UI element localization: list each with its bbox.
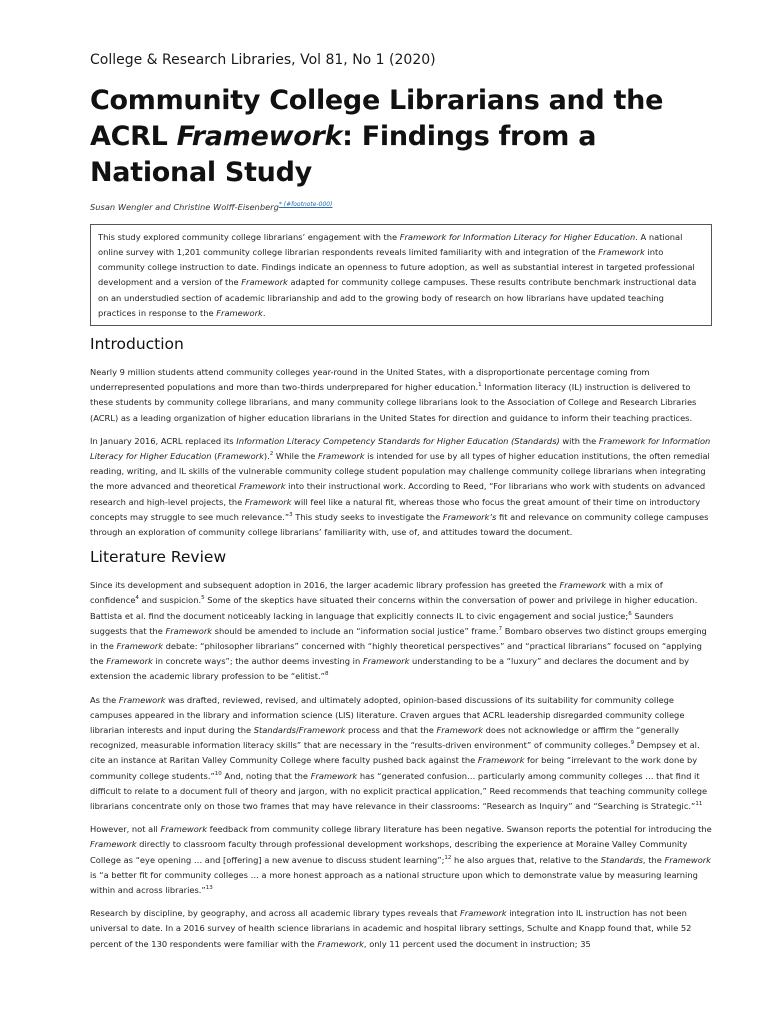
- intro-paragraph-1: Nearly 9 million students attend community colleges year-round in the United States, with a disproportionate percentage coming from underrepresented populations and more than two-thirds underprepared for higher education.$^1$ Information literacy (IL) instruction is delivered to these students by community college librarians, and many community college librarians look to the Association of College and Research Libraries (ACRL) as a leading organization of higher education librarians in the United States for direction and guidance to inform their teaching practices.: [90, 366, 697, 423]
- author-names: Susan Wengler and Christine Wolff-Eisenberg: [90, 201, 279, 212]
- lit-paragraph-3: However, not all Framework feedback from community college library literature has been negative. Swanson reports the potential for introducing the Framework directly to classroom faculty through professional development workshops, describing the experience at Moraine Valley Community College as “eye opening … and [offering] a new avenue to discuss student learning”;$^{12}$ he also argues that, relative to the Standards, the Framework is “a better fit for community colleges … a more honest approach as a national structure upon which to demonstrate value by measuring learning within and across libraries.”$^{13}$: [90, 824, 712, 896]
- footnote-link[interactable]: * (#footnote-000): [278, 201, 333, 208]
- footnote-ref[interactable]: 4: [135, 595, 139, 602]
- introduction-heading: Introduction: [90, 334, 184, 353]
- footnote-ref[interactable]: 13: [205, 885, 213, 892]
- lit-paragraph-4: Research by discipline, by geography, and across all academic library types reveals that Framework integration into IL instruction has not been universal to date. In a 2016 survey of health science librarians in academic and hospital library settings, Schulte and Knapp found that, while 52 percent of the 130 respondents were familiar with the Framework, only 11 percent used the document in instruction; 35: [90, 908, 692, 949]
- literature-review-heading: Literature Review: [90, 548, 227, 567]
- authors-line: [90, 199, 712, 213]
- footnote-ref[interactable]: 10: [214, 770, 222, 777]
- footnote-ref[interactable]: 7: [498, 626, 503, 633]
- footnote-ref[interactable]: 3: [289, 512, 293, 519]
- footnote-ref[interactable]: 1: [478, 382, 482, 389]
- lit-paragraph-1: Since its development and subsequent adoption in 2016, the larger academic library profession has greeted the Framework with a mix of confidence$^4$ and suspicion.$^5$ Some of the skeptics have situated their concerns within the conversation of power and privilege in higher education. Battista et al. find the document noticeably lacking in language that explicitly connects IL to civic engagement and social justice;$^6$ Saunders suggests that the Framework should be amended to include an “information social justice” frame.$^7$ Bombaro observes two distinct groups emerging in the Framework debate: “philosopher librarians” concerned with “highly theoretical perspectives” and “practical librarians” focused on “applying the Framework in concrete ways”; the author deems investing in Framework understanding to be a “luxury” and declares the document and by extension the academic library profession to be “elitist.”$^8$: [90, 580, 707, 682]
- footnote-ref[interactable]: 8: [324, 671, 329, 678]
- lit-paragraph-2: As the Framework was drafted, reviewed, revised, and ultimately adopted, opinion-based discussions of its suitability for community college campuses appeared in the library and information science (LIS) literature. Craven argues that ACRL leadership disregarded community college librarian interests and input during the Standards/Framework process and that the Framework does not acknowledge or affirm the “generally recognized, measurable information literacy skills” that are necessary in the “results-driven environment” of community colleges.$^9$ Dempsey et al. cite an instance at Raritan Valley Community College where faculty pushed back against the Framework for being “irrelevant to the work done by community college students.”$^{10}$ And, noting that the Framework has “generated confusion… particularly among community colleges … that find it difficult to relate to a document full of theory and jargon, with no explicit practical application,” Reed recommends that teaching community college librarians concentrate only on those two frames that may have relevance in their classrooms: “Research as Inquiry” and “Searching is Strategic.”$^{11}$: [90, 694, 708, 812]
- intro-paragraph-2: In January 2016, ACRL replaced its Information Literacy Competency Standards for Higher Education (Standards) with the Framework for Information Literacy for Higher Education (Framework).$^2$ While the Framework is intended for use by all types of higher education institutions, the often remedial reading, writing, and IL skills of the vulnerable community college student population may challenge community college librarians when integrating the more advanced and theoretical Framework into their instructional work. According to Reed, “For librarians who work with students on advanced research and high-level projects, the Framework will feel like a natural fit, whereas those who focus the great amount of their time on introductory concepts may struggle to see much relevance.”$^3$ This study seeks to investigate the Framework’s fit and relevance on community college campuses through an exploration of community college librarians’ familiarity with, use of, and attitudes toward the document.: [90, 435, 711, 538]
- footnote-ref[interactable]: 6: [628, 610, 632, 617]
- journal-citation: College & Research Libraries, Vol 81, No 1 (2020): [90, 52, 436, 68]
- article-title: Community College Librarians and the ACRL Framework: Findings from a National Study: [90, 85, 664, 188]
- footnote-ref[interactable]: 9: [630, 740, 635, 747]
- footnote-ref[interactable]: 11: [695, 801, 703, 808]
- footnote-ref[interactable]: 5: [201, 595, 205, 602]
- footnote-ref[interactable]: 2: [269, 451, 274, 458]
- abstract-box: This study explored community college librarians’ engagement with the Framework for Information Literacy for Higher Education. A national online survey with 1,201 community college librarian respondents reveals limited familiarity with and integration of the Framework into community college instruction to date. Findings indicate an openness to future adoption, as well as substantial interest in targeted professional development and a version of the Framework adapted for community college campuses. These results contribute benchmark instructional data on an understudied section of academic librarianship and add to the growing body of research on how librarians have updated teaching practices in response to the Framework.: [90, 224, 712, 326]
- footnote-ref[interactable]: 12: [444, 854, 452, 861]
